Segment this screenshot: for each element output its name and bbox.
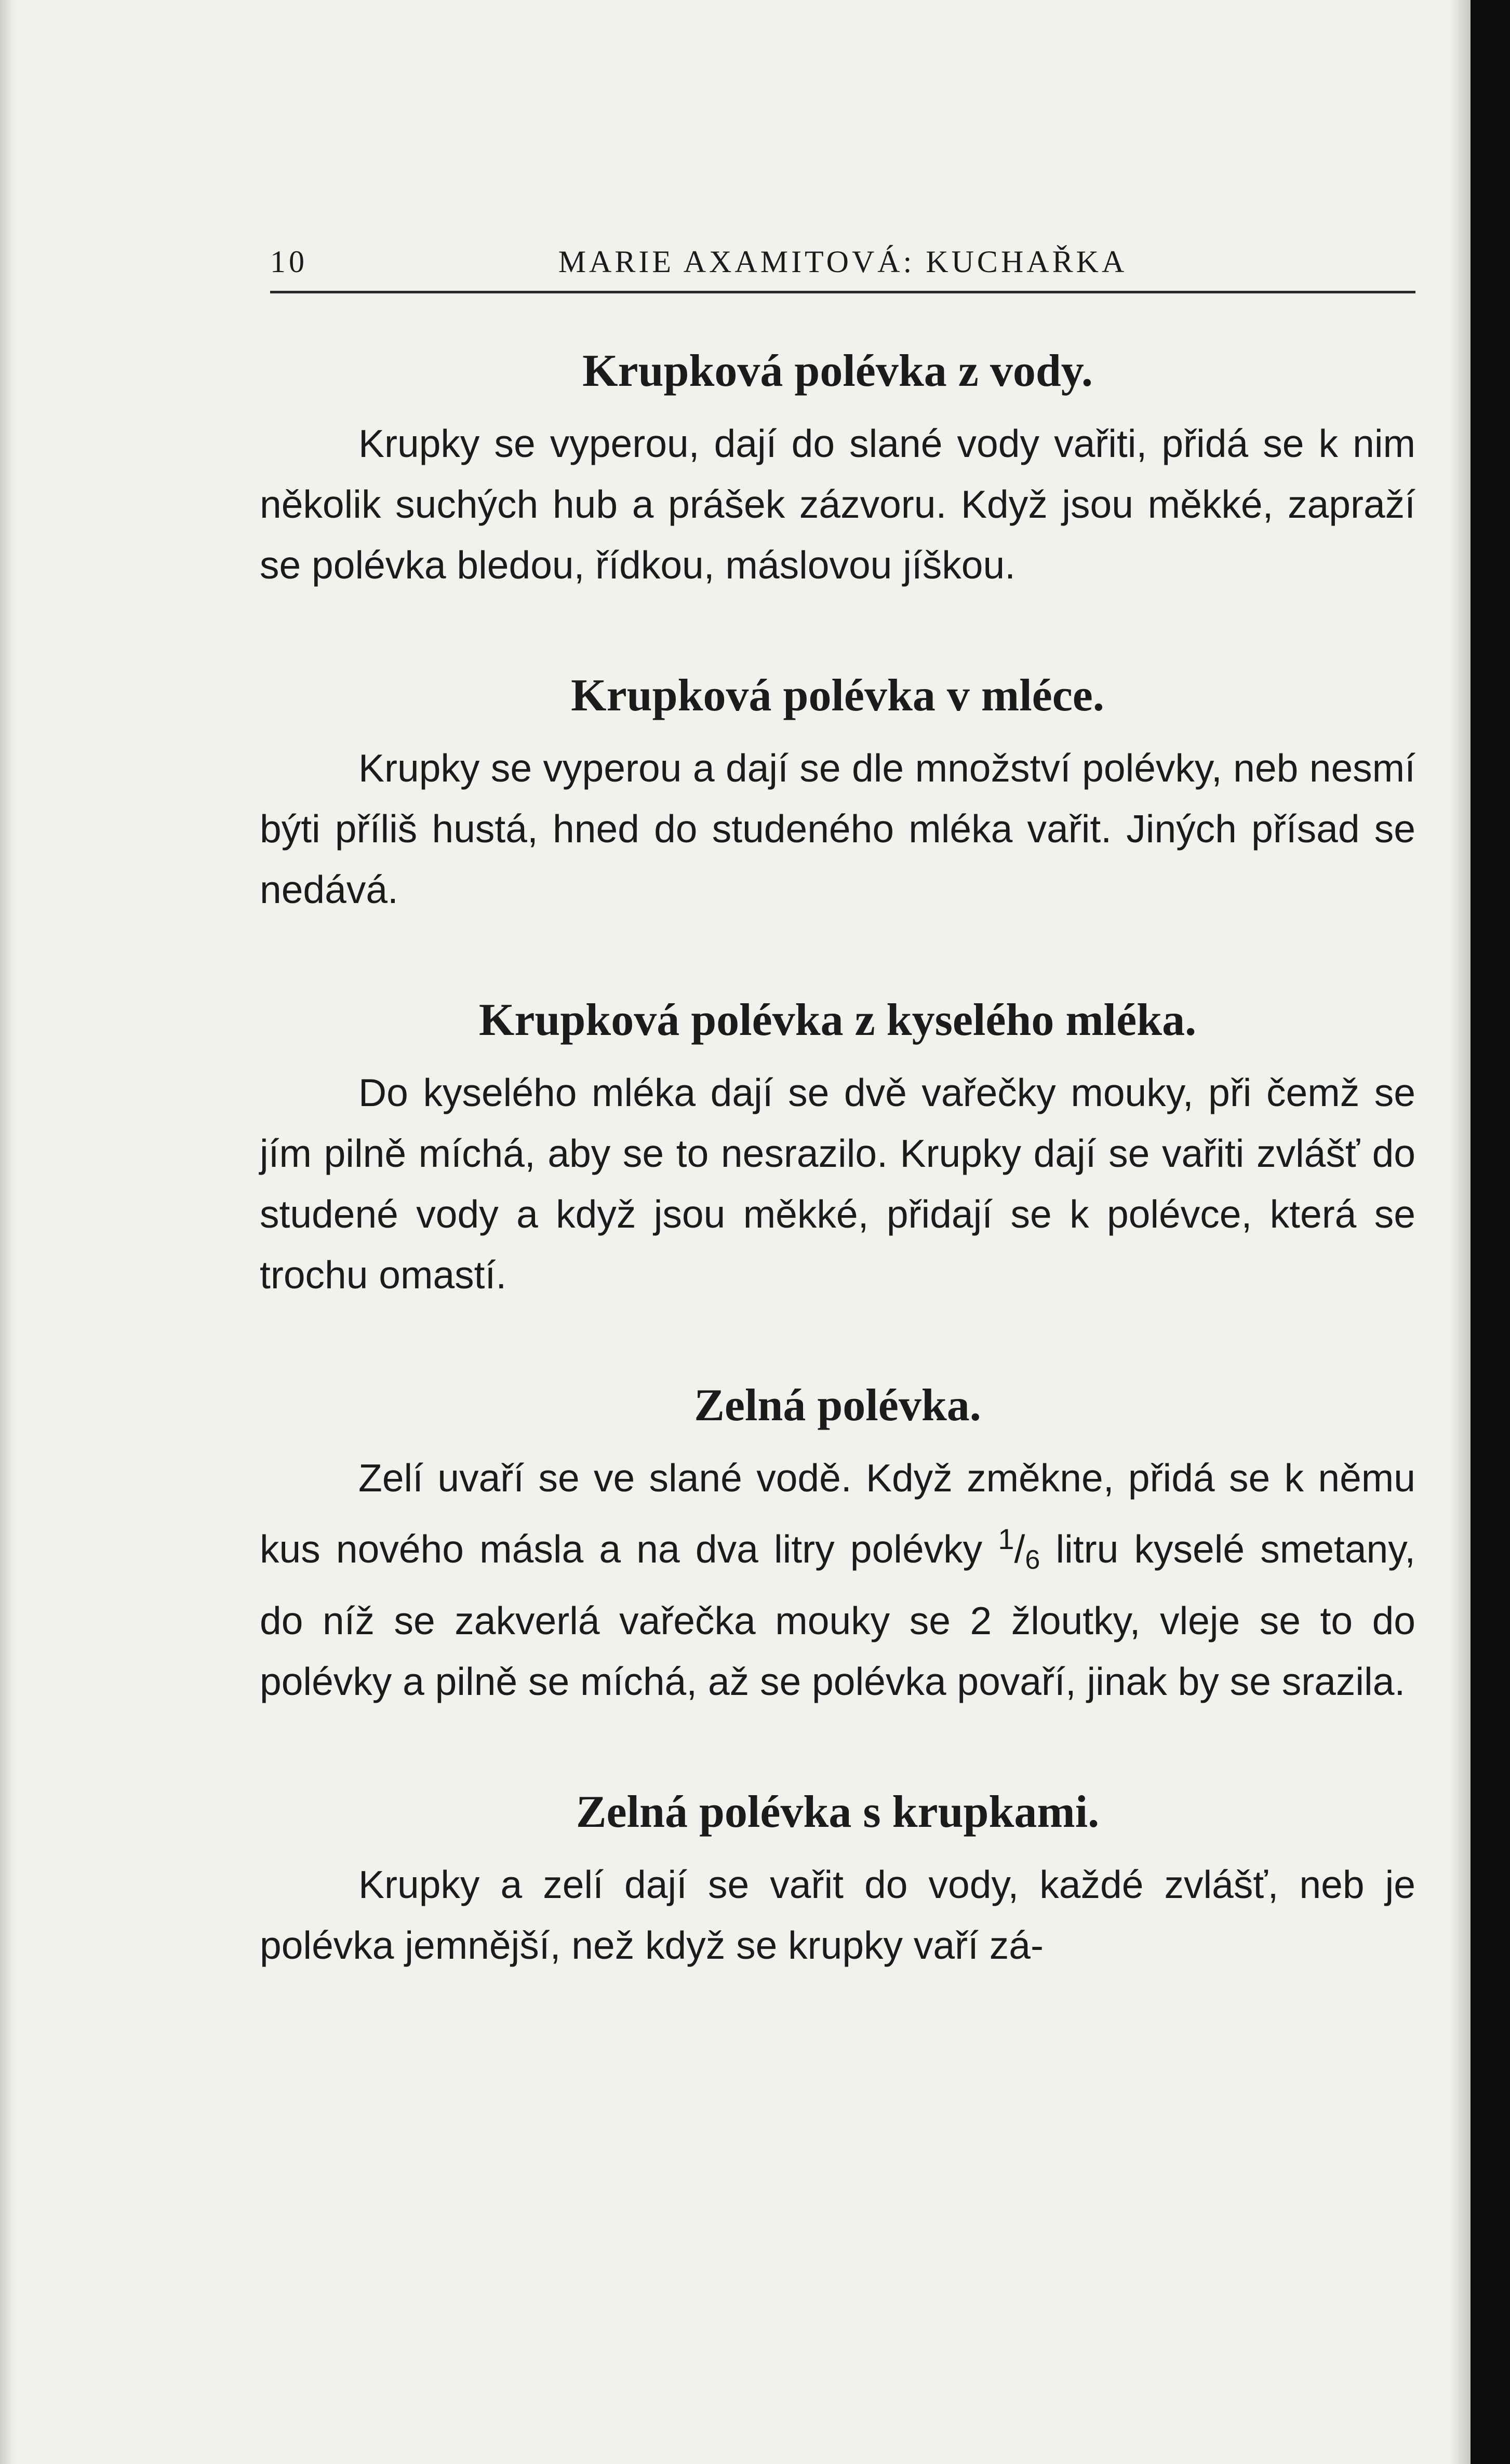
recipe-title: Zelná polévka. xyxy=(694,1380,981,1431)
page-gutter-shadow xyxy=(0,0,16,2464)
recipe-zelna-s-krupkami xyxy=(260,1784,1415,1976)
page-edge-shadow xyxy=(1450,0,1471,2464)
page-header xyxy=(270,244,1415,291)
recipe-text-part: Zelí uvaří se ve slané vodě. Když změkne, přidá se k němu kus nového másla a na dva litry polévky xyxy=(260,1456,1415,1571)
recipe-zelna-polevka xyxy=(260,1377,1415,1712)
page-content xyxy=(260,343,1415,1976)
recipe-text-part: litru kyselé smetany, do níž se zakverlá vařečka mouky se 2 žloutky, vleje se to do polévky a pilně se míchá, až se polévka povaří, jinak by se srazila. xyxy=(260,1527,1416,1703)
recipe-title: Krupková polévka z kyselého mléka. xyxy=(478,995,1197,1045)
recipe-title: Krupková polévka z vody. xyxy=(582,346,1093,396)
recipe-krupkova-z-vody xyxy=(260,343,1415,596)
recipe-text: Do kyselého mléka dají se dvě vařečky mouky, při čemž se jím pilně míchá, aby se to nesrazilo. Krupky dají se vařiti zvlášť do studené vody a když jsou měkké, přidají se k polévce, která se trochu omastí. xyxy=(260,1071,1415,1297)
header-rule xyxy=(270,291,1415,293)
fraction-numerator: 1 xyxy=(998,1523,1014,1555)
page-number: 10 xyxy=(270,245,308,279)
recipe-text: Krupky a zelí dají se vařit do vody, každé zvlášť, neb je polévka jemnější, než když se krupky vaří zá- xyxy=(260,1863,1415,1967)
recipe-title: Zelná polévka s krupkami. xyxy=(576,1787,1100,1837)
recipe-text: Krupky se vyperou, dají do slané vody vařiti, přidá se k nim několik suchých hub a prášek zázvoru. Když jsou měkké, zapraží se polévka bledou, řídkou, máslovou jíškou. xyxy=(260,422,1415,587)
recipe-text: Krupky se vyperou a dají se dle množství polévky, neb nesmí býti příliš hustá, hned do studeného mléka vařit. Jiných přísad se nedává. xyxy=(260,746,1415,911)
recipe-title: Krupková polévka v mléce. xyxy=(571,670,1104,721)
running-head: MARIE AXAMITOVÁ: KUCHAŘKA xyxy=(558,245,1128,279)
recipe-krupkova-v-mlece xyxy=(260,667,1415,920)
recipe-krupkova-z-kyseleho-mleka xyxy=(260,992,1415,1305)
fraction-slash: / xyxy=(1014,1527,1025,1571)
fraction-denominator: 6 xyxy=(1025,1545,1040,1575)
recipe-text xyxy=(260,1448,1415,1712)
book-page-edge xyxy=(1471,0,1510,2464)
